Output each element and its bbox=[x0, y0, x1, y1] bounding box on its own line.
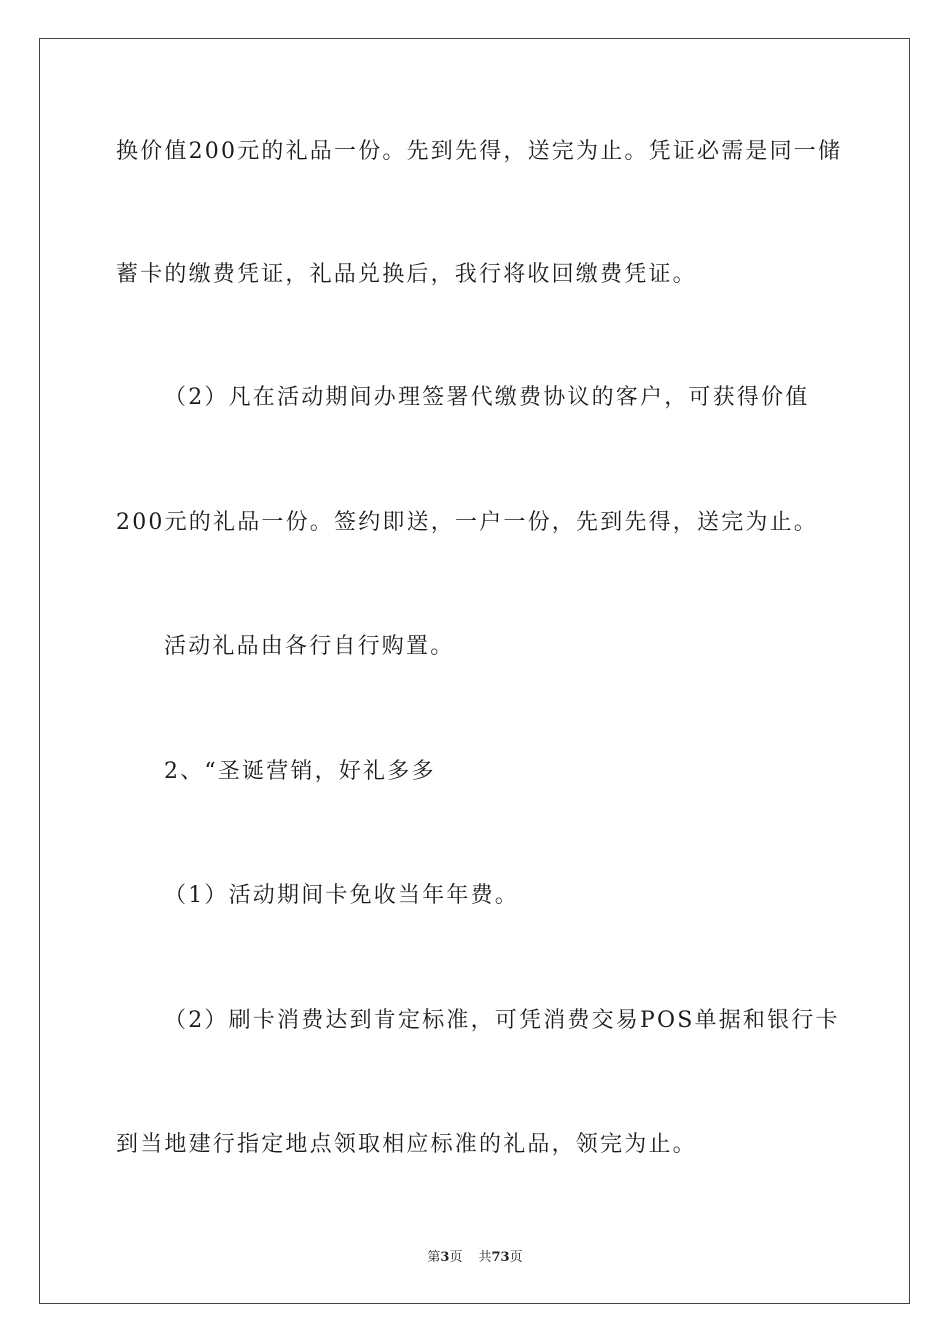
body-line-2: 蓄卡的缴费凭证，礼品兑换后，我行将收回缴费凭证。 bbox=[116, 262, 697, 287]
footer-page-suffix: 页 bbox=[449, 1250, 463, 1265]
body-line-9: 到当地建行指定地点领取相应标准的礼品，领完为止。 bbox=[116, 1132, 697, 1157]
body-line-3: （2）凡在活动期间办理签署代缴费协议的客户，可获得价值 bbox=[164, 385, 810, 410]
body-line-1: 换价值200元的礼品一份。先到先得，送完为止。凭证必需是同一储 bbox=[116, 139, 843, 164]
footer-page-prefix: 第 bbox=[427, 1250, 441, 1265]
page-footer bbox=[0, 1246, 950, 1265]
footer-total-number: 73 bbox=[491, 1250, 510, 1265]
footer-page-number: 3 bbox=[440, 1250, 450, 1265]
footer-total-suffix: 页 bbox=[509, 1250, 523, 1265]
body-line-4: 200元的礼品一份。签约即送，一户一份，先到先得，送完为止。 bbox=[116, 510, 818, 535]
body-line-8: （2）刷卡消费达到肯定标准，可凭消费交易POS单据和银行卡 bbox=[164, 1008, 840, 1033]
body-line-7: （1）活动期间卡免收当年年费。 bbox=[164, 883, 519, 908]
page-frame bbox=[39, 38, 910, 1304]
body-line-5: 活动礼品由各行自行购置。 bbox=[164, 634, 455, 659]
section-heading: 2、“圣诞营销，好礼多多 bbox=[164, 759, 436, 784]
footer-total-prefix: 共 bbox=[478, 1250, 492, 1265]
